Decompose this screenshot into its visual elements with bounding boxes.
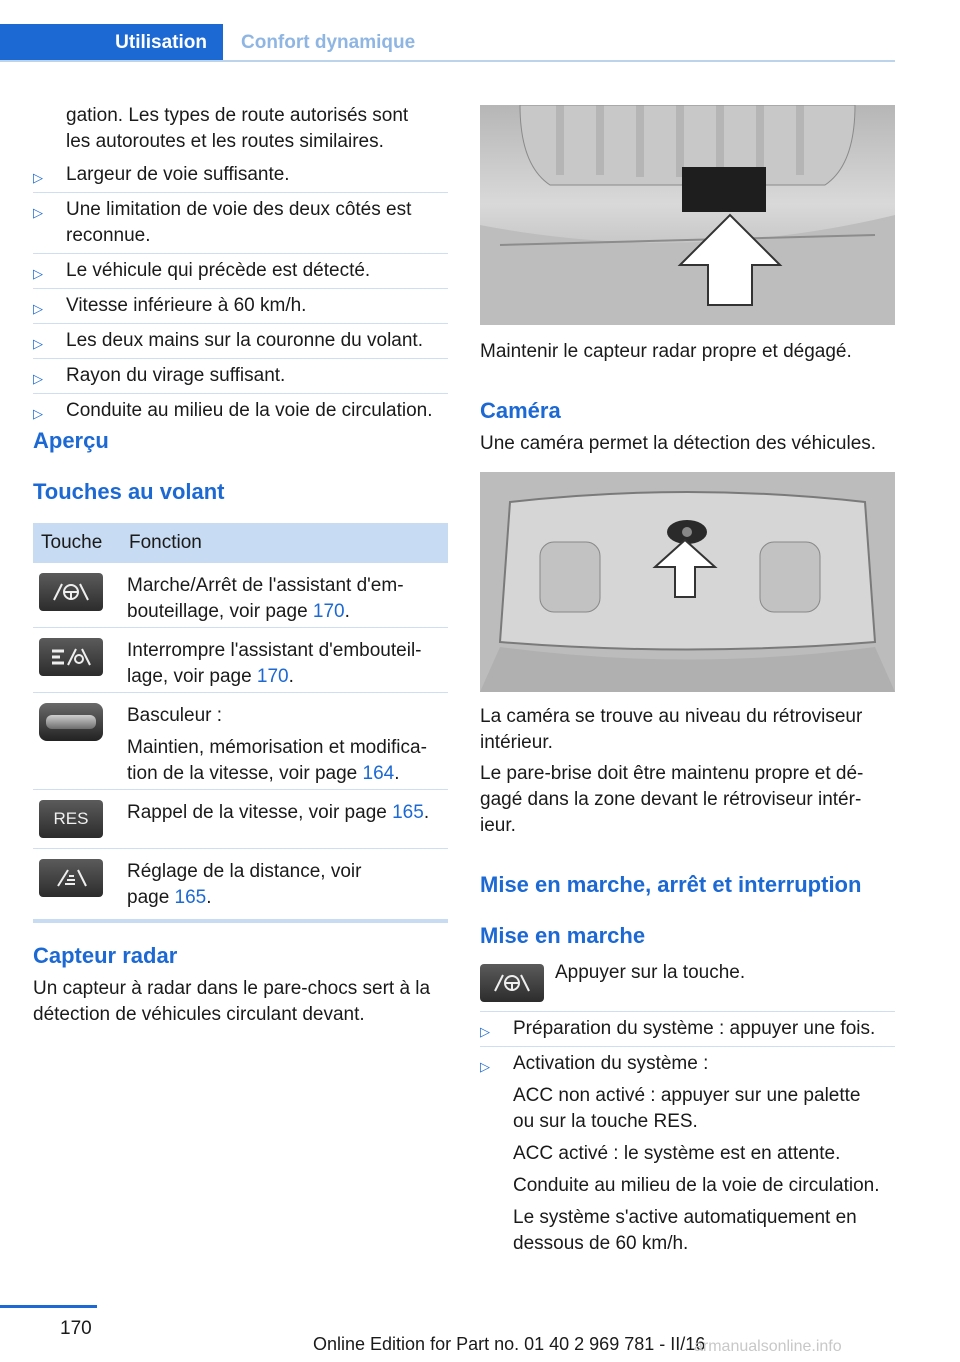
table-row: Réglage de la distance, voir page 165. [33,849,448,915]
assist-interrupt-key-icon [39,638,103,676]
list-item: ▷ Activation du système : ACC non activé : appuyer sur une palette ou sur la touche RES. ACC activé : le système est en attente. Conduite au milieu de la voie de circulation. Le système s'active automatiquement en dessous de 60 km/h. [480,1053,880,1254]
res-key-icon: RES [39,800,103,838]
keys-table [33,523,448,923]
rocker-switch-key-icon [39,703,103,741]
triangle-bullet-icon: ▷ [33,336,43,351]
camera-illustration [480,472,895,692]
triangle-bullet-icon: ▷ [33,371,43,386]
press-key-text: Appuyer sur la touche. [555,962,746,983]
page-link-165[interactable]: 165 [392,802,424,823]
requirements-list [33,160,448,428]
table-row: Interrompre l'assistant d'embouteil- lage, voir page 170. [33,628,448,692]
assist-onoff-key-icon [480,964,544,1002]
camera-intro: Une caméra permet la détection des véhicules. [480,433,877,454]
watermark-text: armanualsonline.info [694,1338,842,1355]
page-link-164[interactable]: 164 [362,763,395,784]
heading-touches-volant: Touches au volant [33,479,225,504]
page-link-170[interactable]: 170 [256,666,289,687]
triangle-bullet-icon: ▷ [33,406,43,421]
footer-rule [0,1305,97,1308]
header-rule [0,60,895,62]
edition-text: Online Edition for Part no. 01 40 2 969 781 - II/16 [313,1334,706,1354]
intro-text: gation. Les types de route autorisés sont les autoroutes et les routes similaires. [66,105,409,152]
distance-key-icon [39,859,103,897]
radar-sensor-illustration [480,105,895,325]
header-fonction: Fonction [129,532,202,553]
table-row: Basculeur : Maintien, mémorisation et modifica- tion de la vitesse, voir page 164. [33,693,448,789]
page-number: 170 [60,1318,92,1339]
camera-paragraph-1: La caméra se trouve au niveau du rétroviseur intérieur. [480,706,863,753]
tab-utilisation[interactable]: Utilisation [0,24,223,62]
activation-list [480,1011,895,1261]
triangle-bullet-icon: ▷ [33,266,43,281]
page-link-170[interactable]: 170 [312,601,345,622]
caption-radar: Maintenir le capteur radar propre et dégagé. [480,341,852,362]
assist-onoff-key-icon [39,573,103,611]
list-item: ▷ Vitesse inférieure à 60 km/h. [33,289,448,323]
heading-mise-en-marche: Mise en marche [480,923,646,948]
list-item: ▷ Une limitation de voie des deux côtés est reconnue. [33,199,412,246]
list-item: ▷ Les deux mains sur la couronne du volant. [33,324,448,358]
page-link-165[interactable]: 165 [174,887,207,908]
list-item: ▷ Rayon du virage suffisant. [33,359,448,393]
heading-apercu: Aperçu [33,428,109,453]
header-touche: Touche [41,532,103,553]
table-row: Marche/Arrêt de l'assistant d'em- bouteillage, voir page 170. [33,563,448,627]
heading-capteur-radar: Capteur radar [33,943,178,968]
triangle-bullet-icon: ▷ [33,205,43,220]
camera-paragraph-2: Le pare-brise doit être maintenu propre et dé- gagé dans la zone devant le rétroviseur intér- ieur. [480,763,864,836]
triangle-bullet-icon: ▷ [480,1059,490,1074]
table-row: RES Rappel de la vitesse, voir page 165. [33,790,448,848]
list-item: ▷ Préparation du système : appuyer une fois. [480,1012,895,1046]
triangle-bullet-icon: ▷ [480,1024,490,1039]
heading-mise-en-marche-arret: Mise en marche, arrêt et interruption [480,872,862,897]
table-header [33,523,448,563]
list-item: ▷ Le véhicule qui précède est détecté. [33,254,448,288]
list-item: ▷ Largeur de voie suffisante. [33,160,448,192]
heading-camera: Caméra [480,398,561,423]
triangle-bullet-icon: ▷ [33,170,43,185]
list-item: ▷ Conduite au milieu de la voie de circulation. [33,394,448,428]
table-bottom-rule [33,919,448,923]
radar-text: Un capteur à radar dans le pare-chocs sert à la détection de véhicules circulant devant. [33,978,431,1025]
triangle-bullet-icon: ▷ [33,301,43,316]
tab-confort-dynamique[interactable]: Confort dynamique [241,32,416,53]
